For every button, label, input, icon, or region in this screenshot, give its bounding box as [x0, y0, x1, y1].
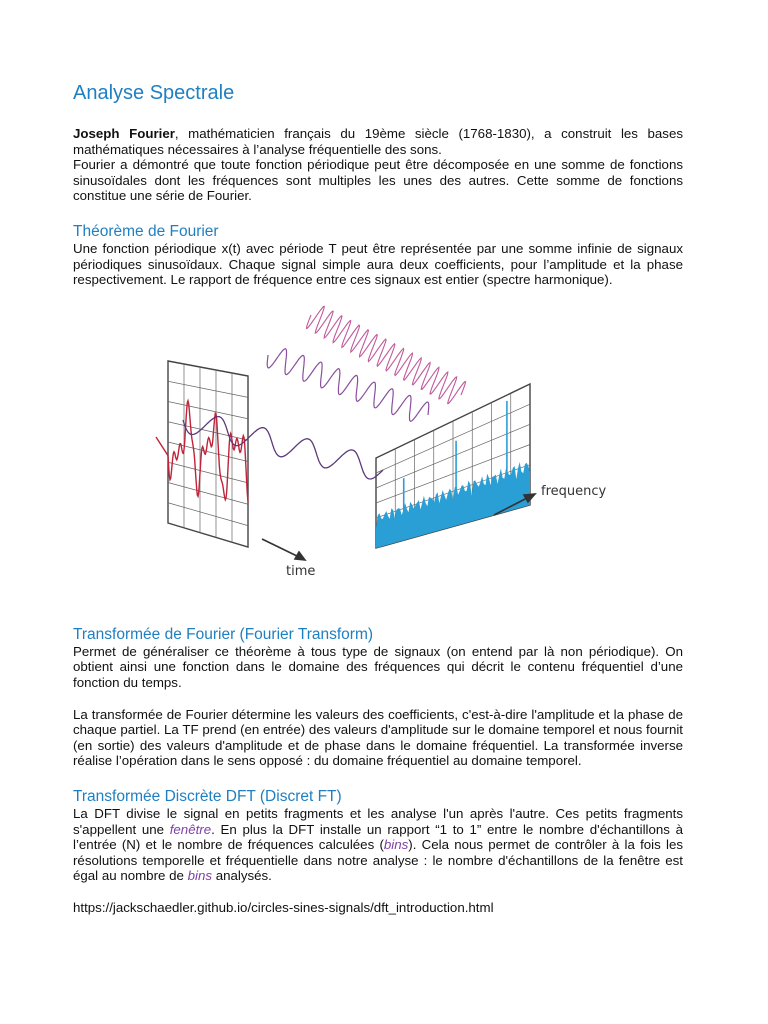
document-page [73, 80, 683, 916]
section-heading-dft: Transformée Discrète DFT (Discret FT) [73, 787, 342, 805]
dft-text-2: . En plus la DFT installe un rapport “1 to 1” entre le nombre d'échantillons à l’entrée (N) et le nombre de fréquences calculées ( [73, 821, 683, 853]
section-body-ft-2: La transformée de Fourier détermine les valeurs des coefficients, c'est-à-dire l'amplitude et la phase de chaque partiel. La TF prend (en entrée) des valeurs d'amplitude sur le domaine temporel et nous fournit (en sortie) des valeurs d'amplitude et de phase dans le domaine fréquentiel. La transformée inverse réalise l’opération dans le sens opposé : du domaine fréquentiel au domaine temporel. [73, 706, 683, 769]
frequency-axis-label: frequency [541, 483, 607, 499]
fourier-diagram [73, 300, 683, 600]
term-bins: bins [383, 837, 409, 853]
section-body-ft-1: Permet de généraliser ce théorème à tous type de signaux (on entend par là non périodique). On obtient ainsi une fonction dans le domaine des fréquences qui décrit le contenu fréquentiel d’une fonction du temps. [73, 643, 683, 690]
section-body-theoreme: Une fonction périodique x(t) avec période T peut être représentée par une somme infinie de signaux périodiques sinusoïdaux. Chaque signal simple aura deux coefficients, pour l’amplitude et la phase respectivement. Le rapport de fréquence entre ces signaux est entier (spectre harmonique). [73, 240, 683, 288]
dft-text-4: analysés. [212, 868, 272, 884]
sine-component-high [307, 306, 466, 403]
intro-text-1: , mathématicien français du 19ème siècle (1768-1830), a construit les bases mathématiques nécessaires à l’analyse fréquentielle des sons. [73, 126, 683, 157]
dft-text-1: La DFT divise le signal en petits fragments et les analyse l'un après l'autre. Ces petits fragments s'appellent une [73, 805, 683, 837]
term-bins-2: bins [187, 868, 212, 884]
time-panel [168, 361, 248, 547]
page-title: Analyse Spectrale [73, 82, 235, 104]
fourier-name: Joseph Fourier [73, 126, 175, 141]
dft-text-3: ). Cela nous permet de contrôler à la fois les résolutions temporelle et fréquentielle dans notre analyse : le nombre d'échantillons de la fenêtre est égal au nombre de [73, 837, 683, 884]
intro-text-2: Fourier a démontré que toute fonction périodique peut être décomposée en une somme de fonctions sinusoïdales dont les fréquences sont multiples les unes des autres. Cette somme de fonctions constitue une série de Fourier. [73, 157, 683, 204]
sine-component-mid [267, 348, 429, 421]
section-heading-fourier-transform: Transformée de Fourier (Fourier Transform) [73, 625, 374, 643]
section-body-dft [73, 806, 683, 884]
time-axis-label: time [286, 563, 316, 579]
fourier-illustration [73, 300, 683, 600]
time-arrow [262, 539, 305, 560]
section-heading-theoreme: Théorème de Fourier [73, 222, 219, 240]
intro-paragraph [73, 126, 683, 204]
term-fenetre: fenêtre [169, 821, 212, 837]
reference-link[interactable]: https://jackschaedler.github.io/circles-sines-signals/dft_introduction.html [73, 899, 494, 915]
